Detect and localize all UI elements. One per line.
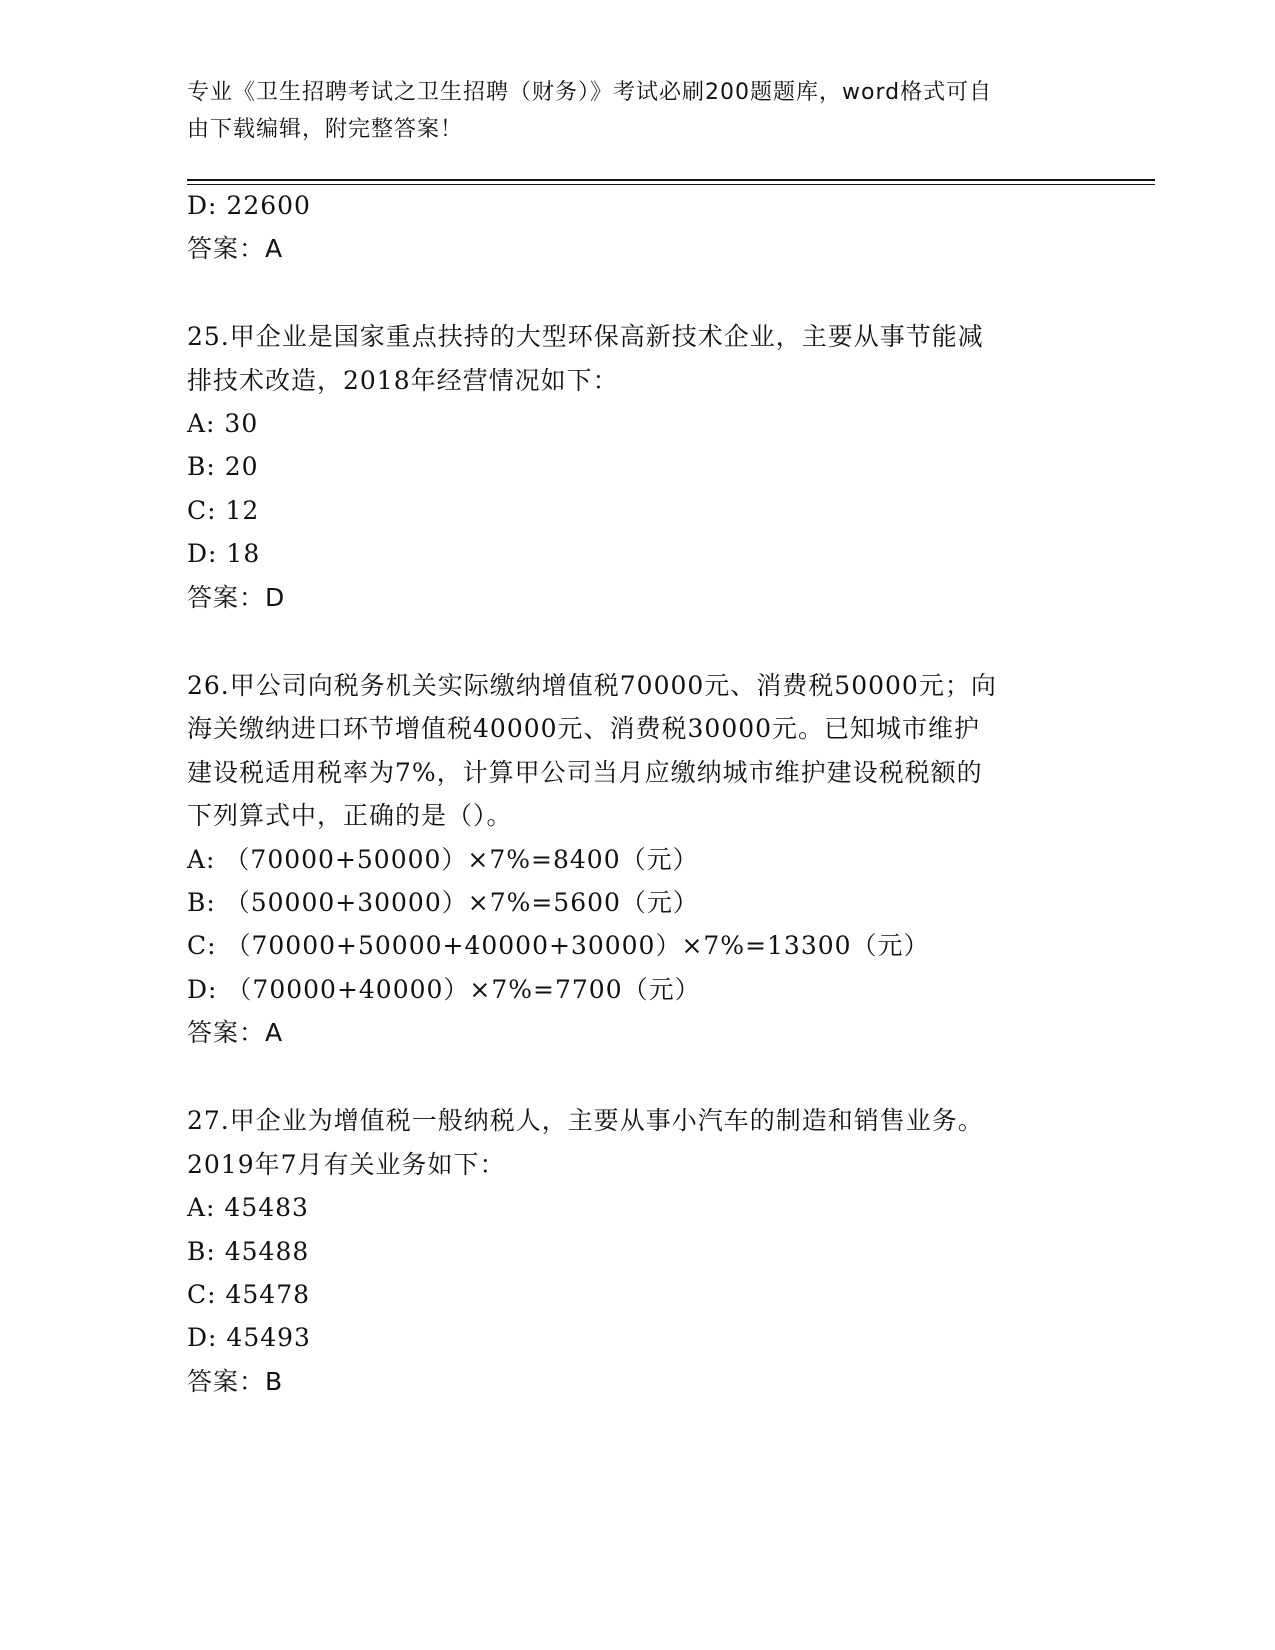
q27-option-d: D: 45493 (187, 1323, 311, 1352)
q26-stem-line-3: 建设税适用税率为7%，计算甲公司当月应缴纳城市维护建设税税额的 (187, 758, 983, 787)
q26-option-b: B: （50000+30000）×7%=5600（元） (187, 888, 699, 917)
q25-option-d: D: 18 (187, 539, 261, 568)
q25-answer: 答案：D (187, 583, 286, 612)
prev-answer: 答案：A (187, 234, 284, 263)
q27-answer: 答案：B (187, 1367, 284, 1396)
q25-stem-line-2: 排技术改造，2018年经营情况如下： (187, 366, 619, 395)
q27-stem-line-1: 27.甲企业为增值税一般纳税人，主要从事小汽车的制造和销售业务。 (187, 1106, 984, 1135)
q26-answer: 答案：A (187, 1018, 284, 1047)
q25-option-b: B: 20 (187, 452, 259, 481)
q25-option-a: A: 30 (187, 409, 259, 438)
q26-option-c: C: （70000+50000+40000+30000）×7%=13300（元） (187, 931, 930, 960)
q27-stem-line-2: 2019年7月有关业务如下： (187, 1150, 506, 1179)
header-line-2: 由下载编辑，附完整答案！ (187, 117, 464, 142)
header-line-1: 专业《卫生招聘考试之卫生招聘（财务）》考试必刷200题题库，word格式可自 (187, 80, 993, 105)
q27-option-a: A: 45483 (187, 1193, 309, 1222)
q27-option-b: B: 45488 (187, 1237, 310, 1266)
q26-stem-line-2: 海关缴纳进口环节增值税40000元、消费税30000元。已知城市维护 (187, 714, 981, 743)
q27-option-c: C: 45478 (187, 1280, 311, 1309)
prev-option-d: D: 22600 (187, 191, 311, 220)
q26-option-d: D: （70000+40000）×7%=7700（元） (187, 975, 701, 1004)
q26-stem-line-1: 26.甲公司向税务机关实际缴纳增值税70000元、消费税50000元；向 (187, 671, 997, 700)
document-header (187, 74, 1087, 148)
q26-option-a: A: （70000+50000）×7%=8400（元） (187, 845, 699, 874)
q25-stem-line-1: 25.甲企业是国家重点扶持的大型环保高新技术企业，主要从事节能减 (187, 322, 984, 351)
q26-stem-line-4: 下列算式中，正确的是（）。 (187, 801, 513, 830)
header-divider-thick (187, 179, 1155, 181)
header-divider-thin (187, 184, 1155, 185)
q25-option-c: C: 12 (187, 496, 260, 525)
